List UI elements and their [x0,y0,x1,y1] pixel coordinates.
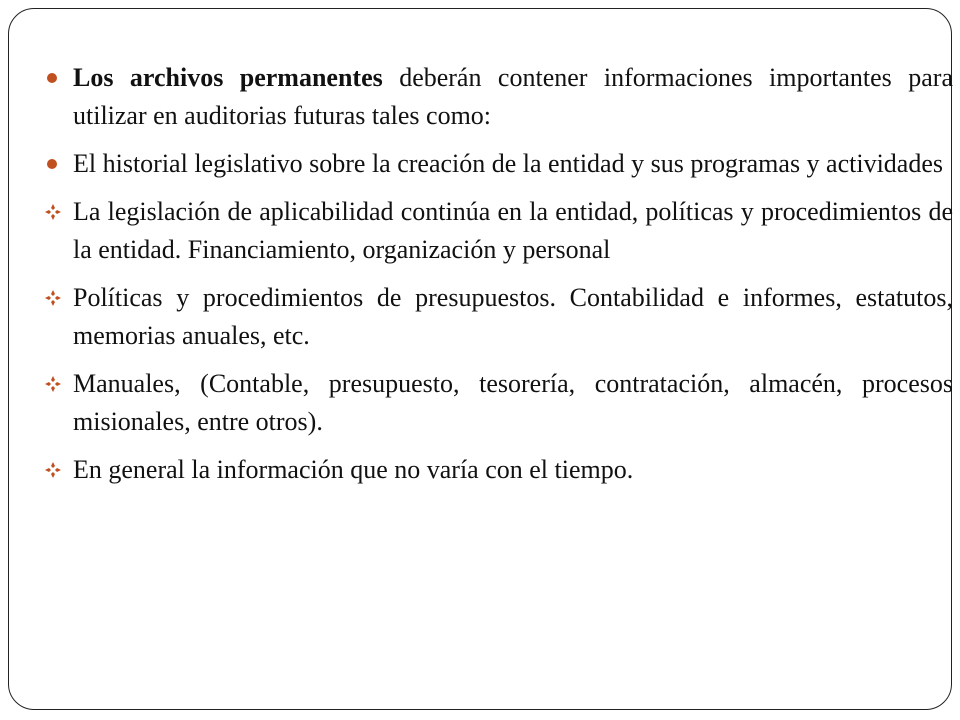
item-text: La legislación de aplicabilidad continúa en la entidad, políticas y procedimientos de la entidad. Financiamiento, organización y personal [73,197,953,264]
item-text: Manuales, (Contable, presupuesto, tesorería, contratación, almacén, procesos misionales, entre otros). [73,369,953,436]
bullet-dot-icon [45,145,67,183]
bullet-dot-icon [45,59,67,97]
list-item [45,59,953,135]
item-text: El historial legislativo sobre la creación de la entidad y sus programas y actividades [73,149,944,178]
bullet-list [45,59,953,499]
list-item [45,145,953,183]
list-item [45,193,953,269]
list-item [45,365,953,441]
list-item [45,451,953,489]
diamond-bullet-icon [45,279,67,317]
item-text: Políticas y procedimientos de presupuestos. Contabilidad e informes, estatutos, memorias anuales, etc. [73,283,953,350]
diamond-bullet-icon [45,193,67,231]
diamond-bullet-icon [45,451,67,489]
item-text: deberán contener informaciones importantes para utilizar en auditorias futuras tales como: [73,63,953,130]
slide-frame [8,8,952,710]
item-bold-text: Los archivos permanentes [73,63,383,92]
item-text: En general la información que no varía con el tiempo. [73,455,634,484]
diamond-bullet-icon [45,365,67,403]
list-item [45,279,953,355]
